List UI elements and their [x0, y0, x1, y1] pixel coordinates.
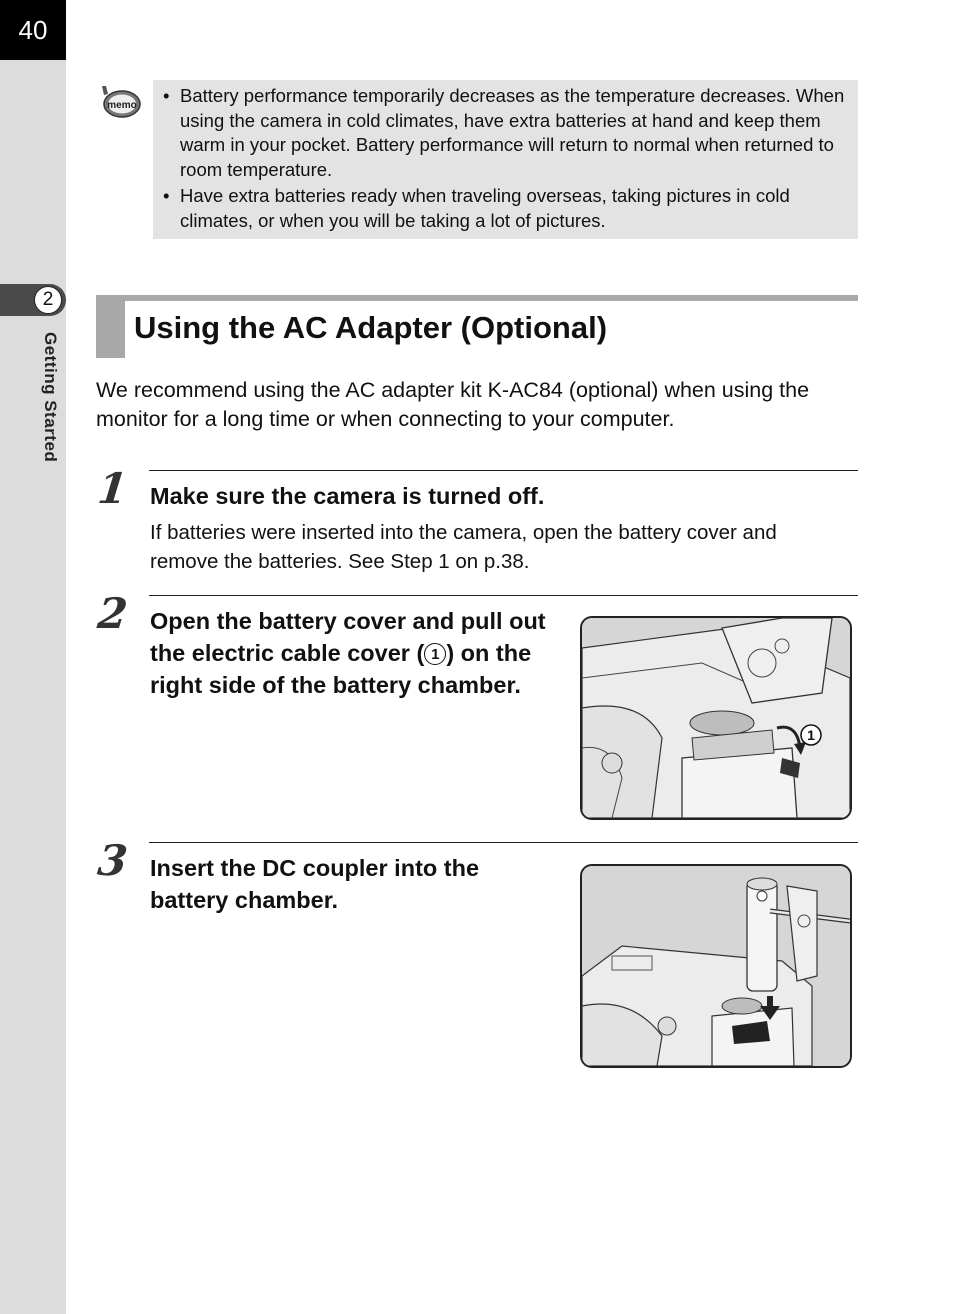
- step-heading-text: Open the battery cover and pull out the electric cable cover (: [150, 608, 546, 666]
- memo-text: Battery performance temporarily decreases as the temperature decreases. When using the camera in cold climates, have extra batteries at hand and keep them warm in your pocket. Battery performance will return to normal when returned to room temperature.: [180, 85, 845, 180]
- illustration-marker: 1: [807, 727, 815, 743]
- section-intro: We recommend using the AC adapter kit K-AC84 (optional) when using the monitor for a long time or when connecting to your computer.: [96, 378, 810, 431]
- memo-icon-label: memo: [107, 100, 137, 111]
- step-number: 2: [95, 589, 130, 638]
- section-bar: [96, 295, 858, 301]
- step-number: 1: [95, 464, 130, 513]
- step-divider: [149, 595, 858, 596]
- step-heading: Insert the DC coupler into the battery chamber.: [150, 855, 480, 913]
- memo-box: [153, 80, 858, 239]
- battery-cover-illustration: [580, 616, 852, 820]
- step-body: If batteries were inserted into the camera, open the battery cover and remove the batteries. See Step 1 on p.38.: [150, 521, 777, 573]
- step-heading: Make sure the camera is turned off.: [150, 483, 545, 509]
- step-divider: [149, 842, 858, 843]
- step-heading-text: ) on the right side of the battery chamber.: [150, 640, 532, 698]
- side-band: [0, 0, 66, 1314]
- step-heading: [150, 605, 550, 701]
- page-number: 40: [0, 0, 66, 60]
- bullet: •: [163, 85, 170, 106]
- memo-item: [163, 84, 846, 182]
- section-title: Using the AC Adapter (Optional): [134, 310, 608, 345]
- chapter-label: Getting Started: [41, 332, 60, 463]
- memo-icon: [98, 84, 142, 122]
- memo-text: Have extra batteries ready when traveling overseas, taking pictures in cold climates, or when you will be taking a lot of pictures.: [180, 185, 790, 231]
- memo-item: [163, 184, 846, 233]
- dc-coupler-illustration: [580, 864, 852, 1068]
- section-bar-accent: [96, 295, 125, 358]
- step-number: 3: [95, 836, 130, 885]
- chapter-number: 2: [34, 286, 62, 314]
- circled-number: 1: [424, 643, 446, 665]
- bullet: •: [163, 185, 170, 207]
- step-divider: [149, 470, 858, 471]
